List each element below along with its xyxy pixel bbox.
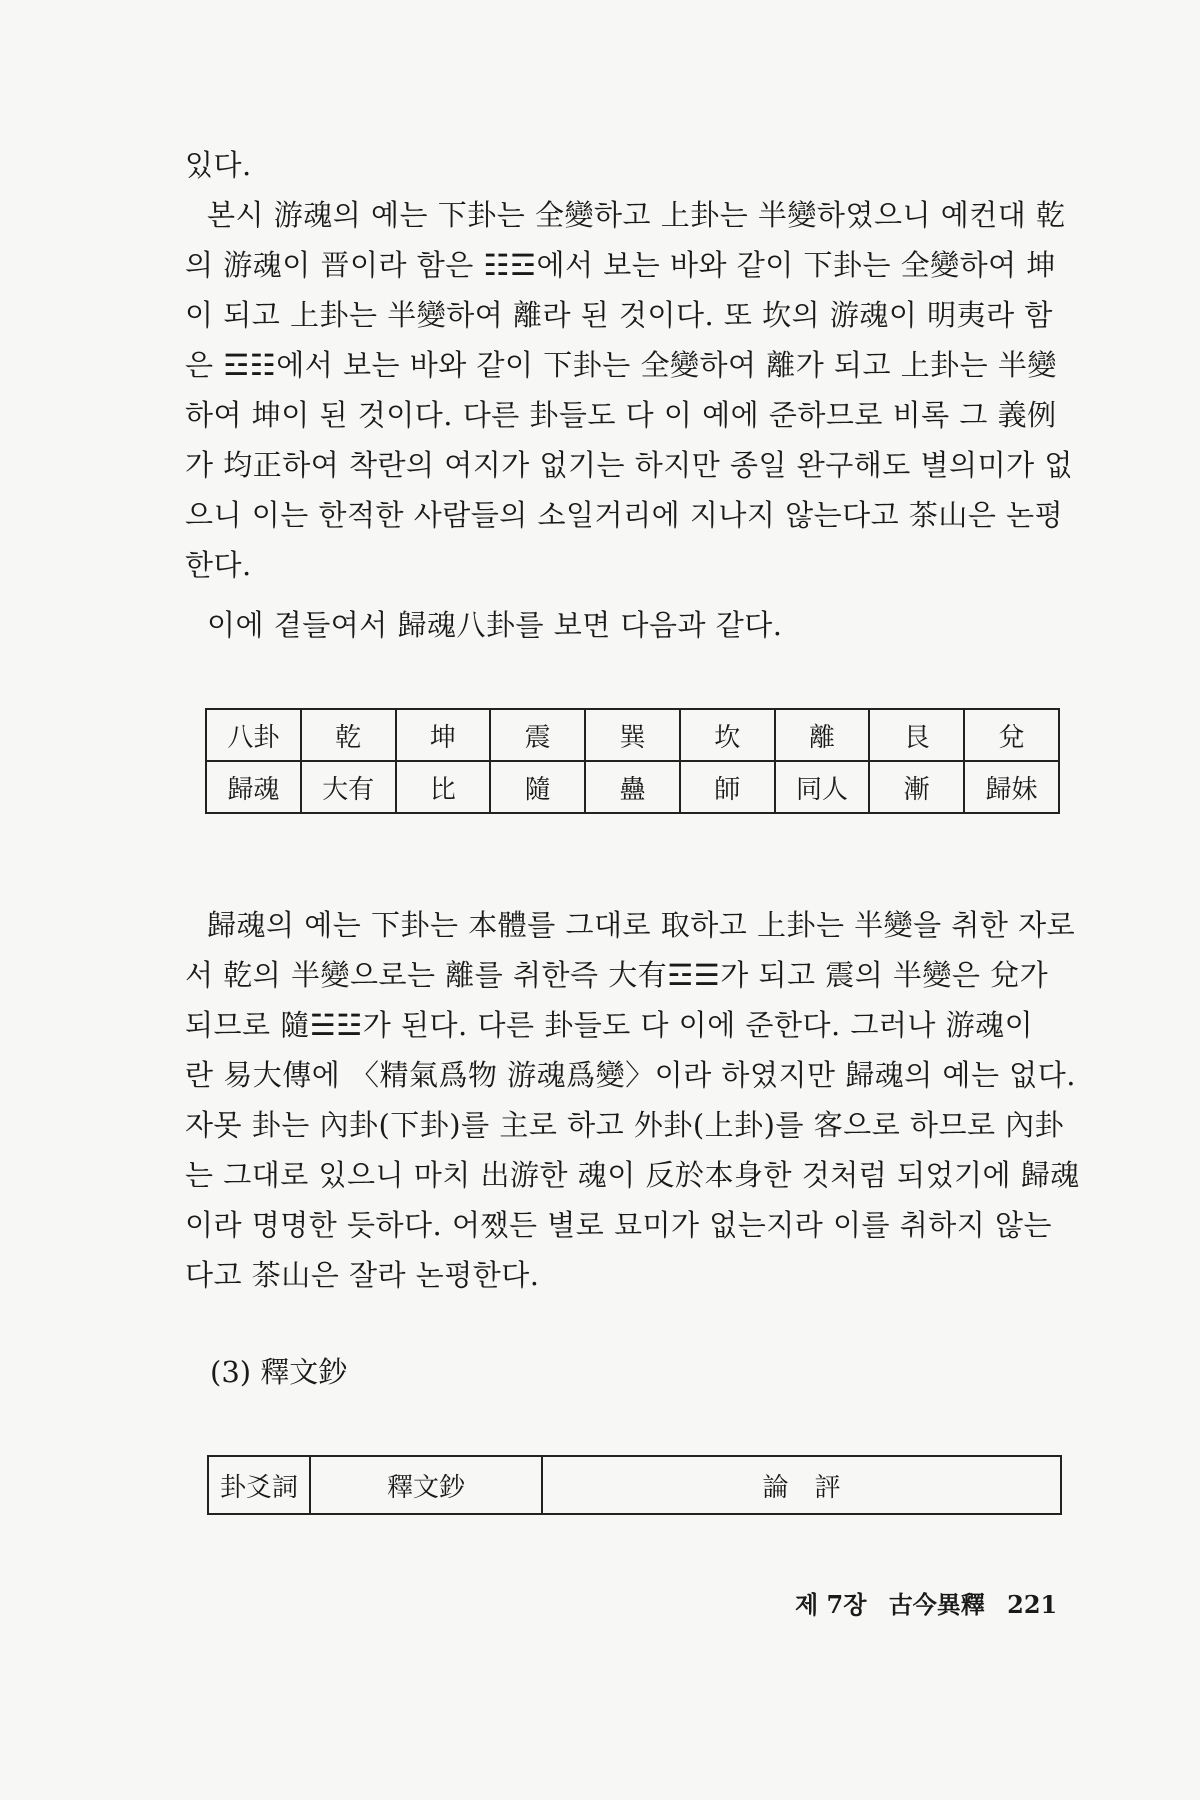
table-cell: 歸妹 [964,761,1059,813]
text-line: 다고 茶山은 잘라 논평한다. [185,1258,540,1292]
table-cell: 八卦 [206,709,301,761]
table-cell: 比 [396,761,491,813]
text-line: 있다. [185,148,252,182]
text-line: 서 乾의 半變으로는 離를 취한즉 大有☲☰가 되고 震의 半變은 兌가 [185,958,1049,992]
shiwenchao-table-header [207,1455,1062,1515]
guihun-table [205,708,1060,814]
text-line: 가 均正하여 착란의 여지가 없기는 하지만 종일 완구해도 별의미가 없 [185,448,1073,482]
table-cell: 艮 [869,709,964,761]
table-cell: 隨 [490,761,585,813]
text-line: 歸魂의 예는 下卦는 本體를 그대로 取하고 上卦는 半變을 취한 자로 [207,908,1076,942]
table-cell: 論 評 [542,1456,1061,1514]
table-row [208,1456,1061,1514]
paragraph-youhun [185,190,1085,590]
table-cell: 師 [680,761,775,813]
paragraph-guihun [185,900,1085,1300]
table-row [206,709,1059,761]
table-cell: 釋文鈔 [310,1456,542,1514]
page-footer [795,1585,1071,1620]
text-line: 이 되고 上卦는 半變하여 離라 된 것이다. 또 坎의 游魂이 明夷라 함 [185,298,1053,332]
table-cell: 蠱 [585,761,680,813]
table-cell: 大有 [301,761,396,813]
paragraph-intro [185,140,1085,190]
text-line: 은 ☲☷에서 보는 바와 같이 下卦는 全變하여 離가 되고 上卦는 半變 [185,348,1057,382]
text-line: 자못 卦는 內卦(下卦)를 主로 하고 外卦(上卦)를 客으로 하므로 內卦 [185,1108,1065,1142]
table-cell: 兌 [964,709,1059,761]
table-cell: 乾 [301,709,396,761]
table-cell: 離 [775,709,870,761]
text-line: 으니 이는 한적한 사람들의 소일거리에 지나지 않는다고 茶山은 논평 [185,498,1064,532]
text-line: 본시 游魂의 예는 下卦는 全變하고 上卦는 半變하였으니 예컨대 乾 [207,198,1066,232]
text-line: 는 그대로 있으니 마치 出游한 魂이 反於本身한 것처럼 되었기에 歸魂 [185,1158,1080,1192]
table-cell: 震 [490,709,585,761]
table-cell: 同人 [775,761,870,813]
text-line: 한다. [185,548,252,582]
chapter-title: 古今異釋 [888,1590,985,1619]
text-line: 되므로 隨☱☳가 된다. 다른 卦들도 다 이에 준한다. 그러나 游魂이 [185,1008,1034,1042]
text-line: 이라 명명한 듯하다. 어쨌든 별로 묘미가 없는지라 이를 취하지 않는 [185,1208,1053,1242]
text-line: 의 游魂이 晋이라 함은 ☷☲에서 보는 바와 같이 下卦는 全變하여 坤 [185,248,1056,282]
chapter-label: 제 7장 [795,1590,867,1619]
table-cell: 巽 [585,709,680,761]
table-cell: 坤 [396,709,491,761]
text-line: 이에 곁들여서 歸魂八卦를 보면 다음과 같다. [207,608,783,642]
text-line: 하여 坤이 된 것이다. 다른 卦들도 다 이 예에 준하므로 비록 그 義例 [185,398,1057,432]
table-cell: 歸魂 [206,761,301,813]
table-cell: 卦爻詞 [208,1456,310,1514]
paragraph-guihun-intro [185,600,1085,650]
table-cell: 坎 [680,709,775,761]
text-line: 란 易大傳에 〈精氣爲物 游魂爲變〉이라 하였지만 歸魂의 예는 없다. [185,1058,1076,1092]
page-number: 221 [1007,1590,1058,1619]
table-row [206,761,1059,813]
section-heading: (3) 釋文鈔 [210,1355,348,1389]
table-cell: 漸 [869,761,964,813]
